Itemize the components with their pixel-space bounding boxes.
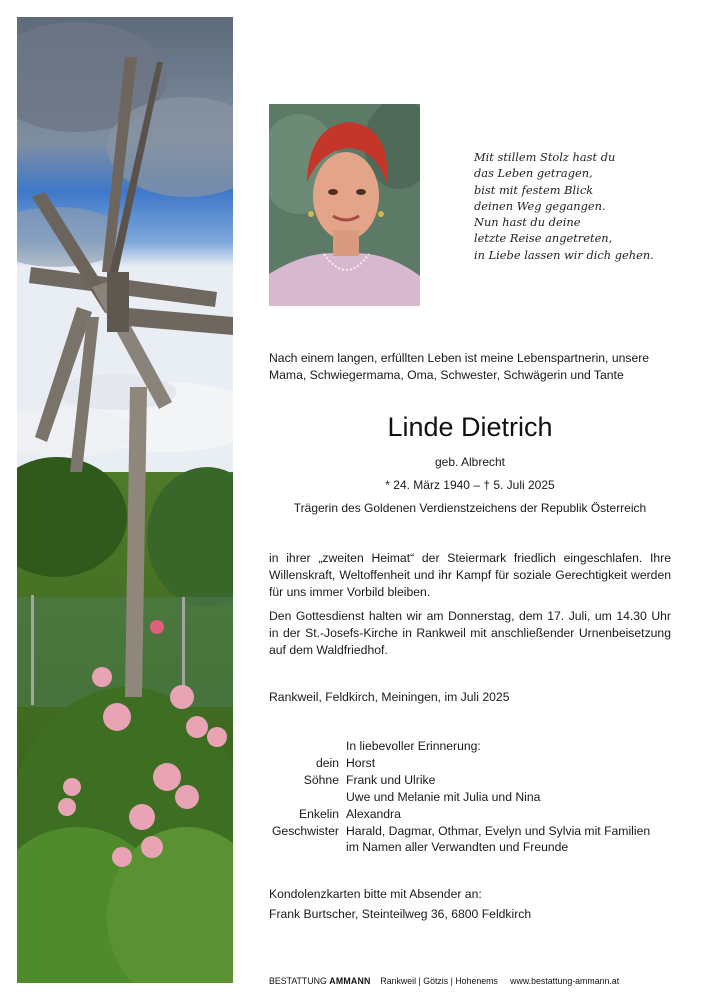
poem-line: deinen Weg gegangen. (474, 198, 606, 213)
mourner-names: Uwe und Melanie mit Julia und Nina (346, 789, 541, 804)
mourner-row (269, 823, 650, 840)
mourner-names: im Namen aller Verwandten und Freunde (346, 840, 569, 855)
poem-line: Nun hast du deine (474, 215, 581, 230)
condolence-line-1: Kondolenzkarten bitte mit Absender an: (269, 887, 482, 901)
mourner-relation: Enkelin (299, 806, 339, 821)
poem-line: das Leben getragen, (474, 166, 593, 181)
funeral-home-locations: Rankweil | Götzis | Hohenems (380, 976, 498, 986)
mourner-names: Horst (346, 755, 376, 770)
mourner-relation: Geschwister (271, 823, 339, 838)
mourner-relation (269, 789, 346, 806)
klapotetz-rose-photo (17, 17, 233, 983)
mourner-row (269, 806, 650, 823)
place-date: Rankweil, Feldkirch, Meiningen, im Juli 2025 (269, 690, 510, 704)
mourner-row (269, 755, 650, 772)
mourner-names: Frank und Ulrike (346, 772, 436, 787)
mourners-list (269, 738, 650, 856)
mourner-relation: Söhne (303, 772, 339, 787)
mourner-row (269, 789, 650, 806)
deceased-name: Linde Dietrich (387, 412, 553, 442)
passing-text: in ihrer „zweiten Heimat“ der Steiermark friedlich eingeschlafen. Ihre Willenskraft, Weltoffenheit und ihr Kampf für soziale Gerechtigkeit werden für uns immer Vorbild bleiben. (269, 551, 671, 599)
poem-line: Mit stillem Stolz hast du (474, 150, 616, 164)
poem (474, 149, 654, 263)
mourner-row (269, 839, 650, 856)
birth-name: geb. Albrecht (434, 455, 506, 469)
honor-text: Trägerin des Goldenen Verdienstzeichens der Republik Österreich (293, 501, 647, 515)
poem-line: letzte Reise angetreten, (474, 231, 613, 246)
mourners-heading-row (269, 738, 650, 755)
condolence-address: Frank Burtscher, Steinteilweg 36, 6800 Feldkirch (269, 907, 532, 921)
service-text: Den Gottesdienst halten wir am Donnerstag, dem 17. Juli, um 14.30 Uhr in der St.-Josefs-Kirche in Rankweil mit anschließender Urnenbeisetzung auf dem Waldfriedhof. (269, 609, 671, 657)
life-dates: * 24. März 1940 – † 5. Juli 2025 (385, 478, 555, 492)
poem-line: in Liebe lassen wir dich gehen. (474, 247, 654, 262)
poem-line: bist mit festem Blick (474, 182, 594, 197)
mourner-row (269, 772, 650, 789)
footer (269, 976, 619, 986)
mourners-heading: In liebevoller Erinnerung: (346, 739, 481, 753)
mourner-relation (269, 839, 346, 856)
mourner-names: Alexandra (346, 806, 401, 821)
portrait-photo (269, 104, 420, 306)
funeral-home-website[interactable]: www.bestattung-ammann.at (510, 976, 620, 986)
intro-text: Nach einem langen, erfüllten Leben ist meine Lebenspartnerin, unsere Mama, Schwiegermama, Oma, Schwester, Schwägerin und Tante (269, 351, 650, 382)
mourner-names: Harald, Dagmar, Othmar, Evelyn und Sylvia mit Familien (346, 823, 651, 838)
funeral-home-name: BESTATTUNG AMMANN (269, 976, 371, 986)
mourner-relation: dein (315, 755, 339, 770)
